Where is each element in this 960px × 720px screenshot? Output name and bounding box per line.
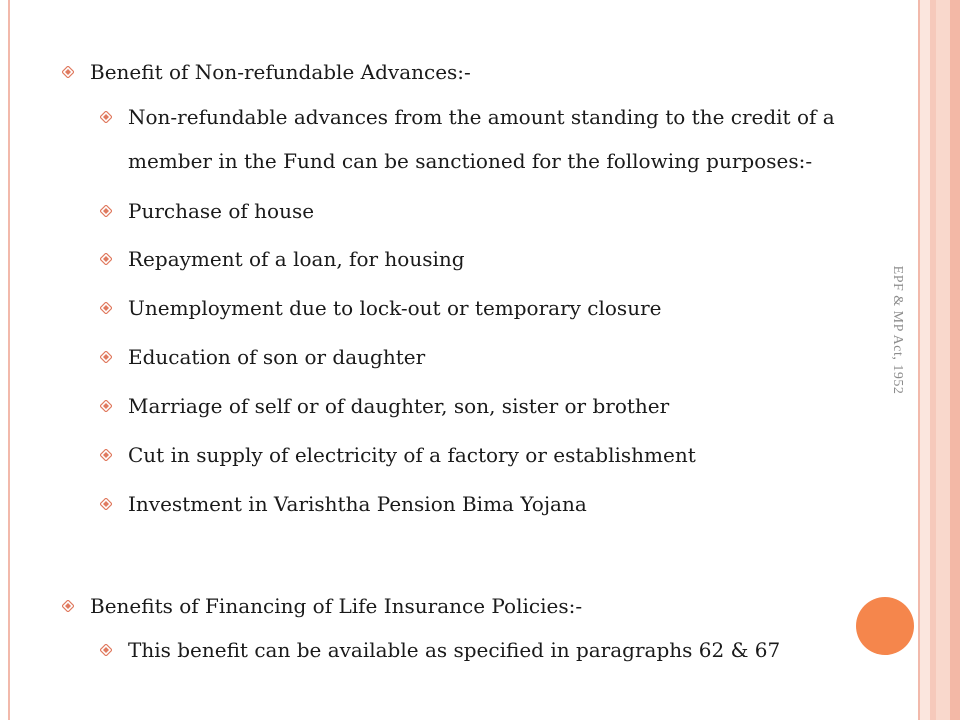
side-footer-label: EPF & MP Act, 1952 <box>890 265 905 395</box>
bullet-text: Investment in Varishtha Pension Bima Yojana <box>128 492 587 516</box>
decor-stripe <box>950 0 960 720</box>
bullet-text: Repayment of a loan, for housing <box>128 247 465 271</box>
decor-stripe <box>936 0 950 720</box>
diamond-bullet-icon <box>100 189 112 233</box>
bullet-text: Marriage of self or of daughter, son, sister or brother <box>128 394 670 418</box>
diamond-bullet-icon <box>100 335 112 379</box>
diamond-bullet-icon <box>62 50 74 94</box>
diamond-bullet-icon <box>100 237 112 281</box>
diamond-bullet-icon <box>100 482 112 526</box>
decor-stripe <box>920 0 930 720</box>
bullet-text: Non-refundable advances from the amount standing to the credit of a member in the Fund can be sanctioned for the following purposes:- <box>128 105 835 173</box>
bullet-text: Benefits of Financing of Life Insurance Policies:- <box>90 594 583 618</box>
bullet-text: Education of son or daughter <box>128 345 426 369</box>
diamond-bullet-icon <box>100 628 112 672</box>
frame-line-left <box>8 0 10 720</box>
diamond-bullet-icon <box>62 584 74 628</box>
diamond-bullet-icon <box>100 95 112 139</box>
accent-circle <box>856 597 914 655</box>
bullet-text: Benefit of Non-refundable Advances:- <box>90 60 471 84</box>
bullet-text: Cut in supply of electricity of a factory or establishment <box>128 443 696 467</box>
diamond-bullet-icon <box>100 384 112 428</box>
bullet-text: Unemployment due to lock-out or temporary closure <box>128 296 662 320</box>
diamond-bullet-icon <box>100 286 112 330</box>
diamond-bullet-icon <box>100 433 112 477</box>
bullet-text: This benefit can be available as specified in paragraphs 62 & 67 <box>128 638 781 662</box>
bullet-text: Purchase of house <box>128 199 315 223</box>
